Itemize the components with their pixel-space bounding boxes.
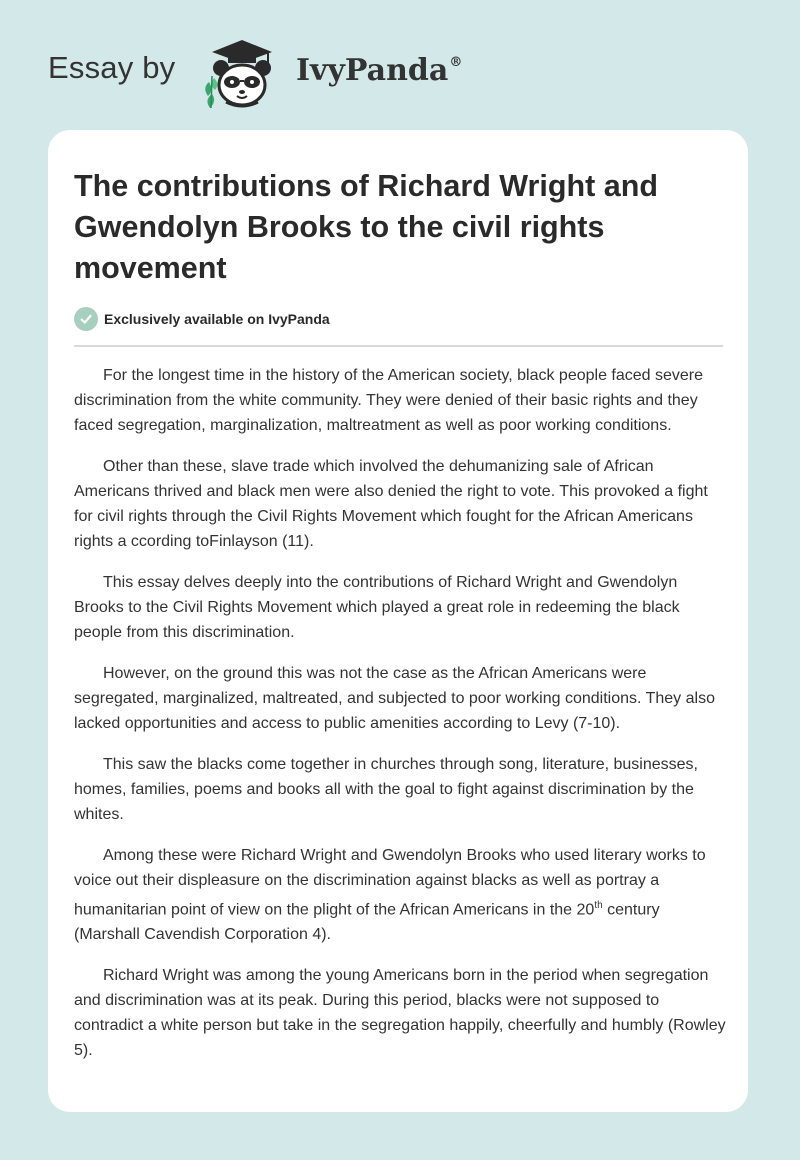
paragraph: This saw the blacks come together in churches through song, literature, businesses, homes, families, poems and books all with the goal to fight against discrimination by the whites. (74, 756, 698, 823)
paragraph-text: Among these were Richard Wright and Gwendolyn Brooks who used literary works to voice out their displeasure on the discrimination against blacks as well as portray a humanitarian point of view on the plight of the African Americans in the 20 (74, 847, 706, 919)
exclusive-badge (74, 306, 330, 332)
essay-card (48, 130, 748, 1112)
paragraph: For the longest time in the history of the American society, black people faced severe discrimination from the white community. They were denied of their basic rights and they faced segregation, marginalization, maltreatment as well as poor working conditions. (74, 367, 704, 434)
panda-graduate-logo-icon[interactable] (200, 38, 292, 108)
paragraph: Richard Wright was among the young Americans born in the period when segregation and discrimination was at its peak. During this period, blacks were not supposed to contradict a white person but take in the segregation happily, cheerfully and humbly (Rowley 5). (74, 967, 726, 1060)
essay-body (74, 363, 728, 1079)
paragraph (74, 843, 728, 947)
superscript-th: th (594, 900, 603, 911)
essay-title: The contributions of Richard Wright and Gwendolyn Brooks to the civil rights movement (74, 169, 658, 285)
paragraph: However, on the ground this was not the case as the African Americans were segregated, marginalized, maltreated, and subjected to poor working conditions. They also lacked opportunities and access to public amenities according to Levy (7-10). (74, 665, 715, 732)
paragraph-text: century (Marshall Cavendish Corporation 4). (74, 901, 660, 944)
site-header (0, 0, 800, 130)
registered-mark: ® (449, 55, 463, 70)
badge-label: Exclusively available on IvyPanda (104, 311, 330, 327)
divider (74, 345, 723, 347)
paragraph: This essay delves deeply into the contributions of Richard Wright and Gwendolyn Brooks to the Civil Rights Movement which played a great role in redeeming the black people from this discrimination. (74, 574, 680, 641)
paragraph: Other than these, slave trade which involved the dehumanizing sale of African Americans thrived and black men were also denied the right to vote. This provoked a fight for civil rights through the Civil Rights Movement which fought for the African Americans rights a ccording toFinlayson (11). (74, 458, 708, 550)
check-circle-icon (74, 307, 98, 331)
brand-name[interactable]: IvyPanda® (296, 53, 463, 88)
essay-by-label: Essay by (48, 50, 176, 85)
